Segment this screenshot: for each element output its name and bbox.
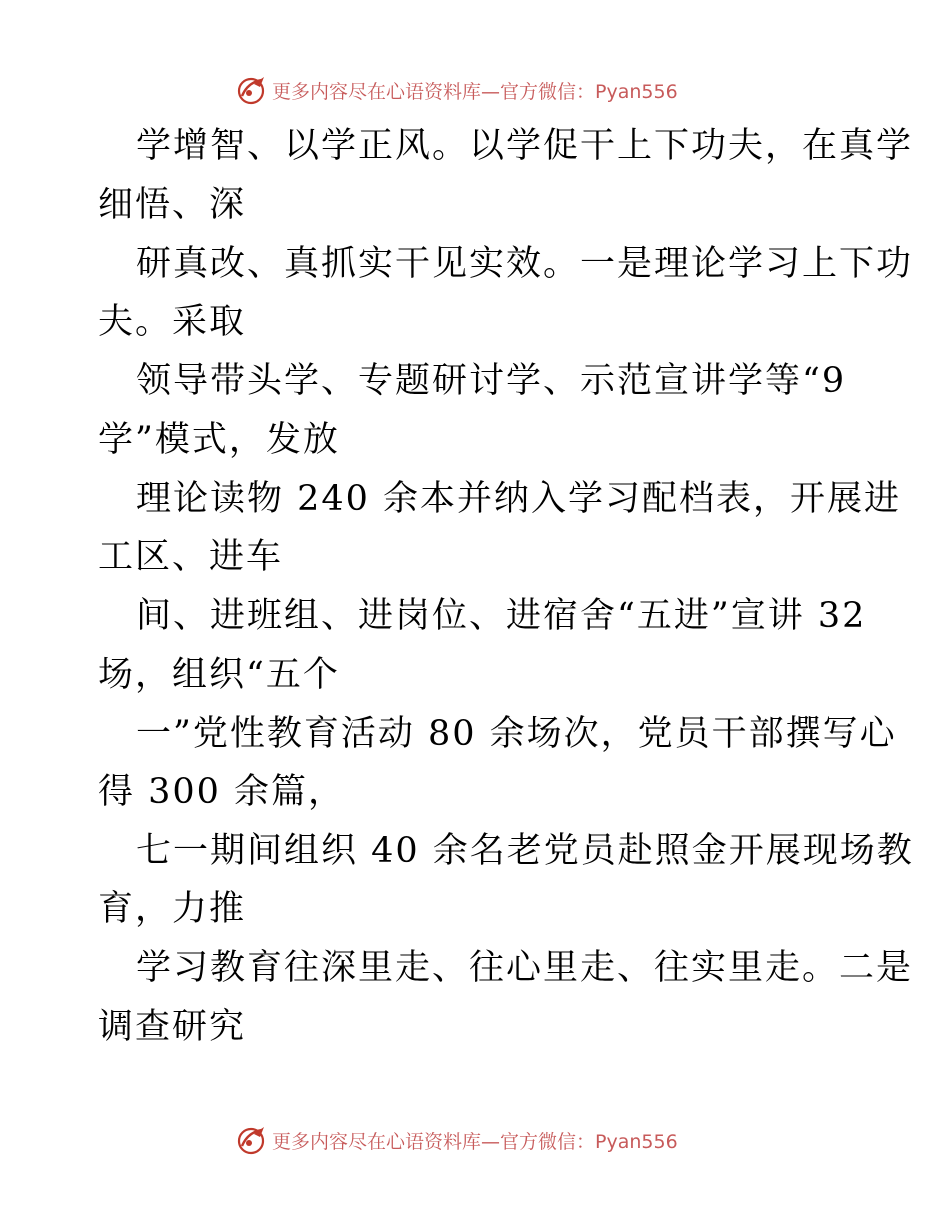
header-watermark-text: 更多内容尽在心语资料库—官方微信：Pyan556 bbox=[272, 80, 678, 103]
body-line: 研真改、真抓实干见实效。一是理论学习上下功 bbox=[136, 244, 914, 284]
body-line: 调查研究 bbox=[98, 1007, 247, 1047]
body-line: 领导带头学、专题研讨学、示范宣讲学等“9 bbox=[136, 361, 847, 401]
body-line: 细悟、深 bbox=[98, 185, 247, 225]
body-line: 学习教育往深里走、往心里走、往实里走。二是 bbox=[136, 948, 914, 988]
footer-watermark bbox=[236, 1123, 678, 1157]
body-line: 夫。采取 bbox=[98, 302, 247, 342]
body-line: 一”党性教育活动 80 余场次，党员干部撰写心 bbox=[136, 714, 897, 754]
body-line: 间、进班组、进岗位、进宿舍“五进”宣讲 32 bbox=[136, 596, 867, 636]
pen-nib-swirl-icon bbox=[236, 1124, 268, 1156]
body-line: 学”模式，发放 bbox=[98, 420, 340, 460]
body-line: 育，力推 bbox=[98, 889, 247, 929]
body-line: 学增智、以学正风。以学促干上下功夫，在真学 bbox=[136, 126, 914, 166]
footer-watermark-text: 更多内容尽在心语资料库—官方微信：Pyan556 bbox=[272, 1130, 678, 1153]
body-line: 理论读物 240 余本并纳入学习配档表，开展进 bbox=[136, 479, 902, 519]
body-line: 工区、进车 bbox=[98, 537, 284, 577]
body-line: 七一期间组织 40 余名老党员赴照金开展现场教 bbox=[136, 831, 914, 871]
body-line: 得 300 余篇， bbox=[98, 772, 346, 812]
body-line: 场，组织“五个 bbox=[98, 655, 340, 695]
